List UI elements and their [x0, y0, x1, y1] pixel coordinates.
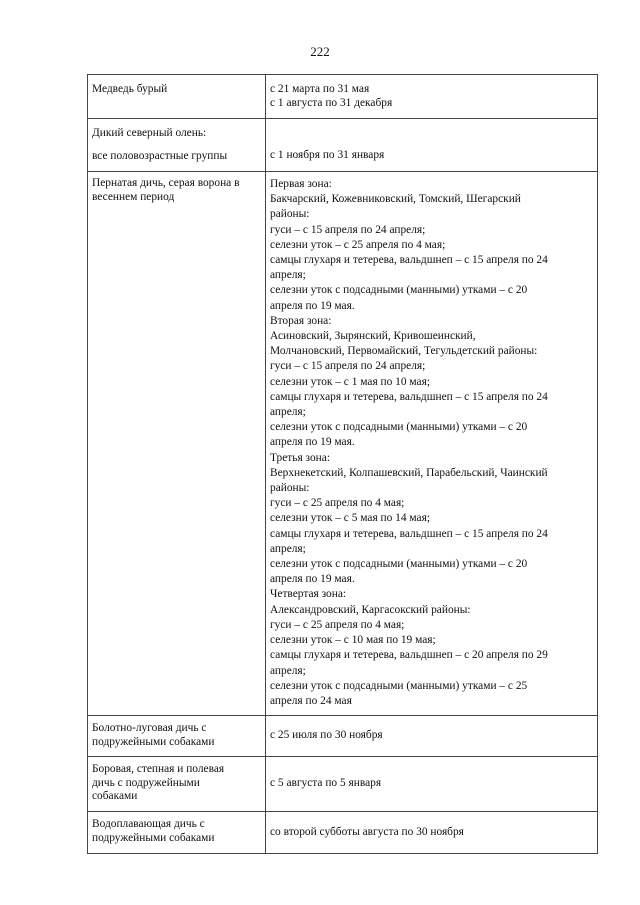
- period-line: районы:: [270, 482, 310, 495]
- period-line: Вторая зона:: [270, 314, 332, 327]
- table-row-feathered-game-spring: [88, 172, 598, 716]
- species-cell: [88, 757, 266, 812]
- period-line: Асиновский, Зырянский, Кривошеинский,: [270, 330, 476, 343]
- period-line: Четвертая зона:: [270, 588, 347, 601]
- species-line: Болотно-луговая дичь с: [92, 722, 207, 735]
- period-line: Александровский, Каргасокский районы:: [270, 603, 471, 616]
- period-line: гуси – с 15 апреля по 24 апреля;: [270, 360, 426, 373]
- period-line: селезни уток с подсадными (манными) утками – с 25: [270, 679, 528, 692]
- species-line: собаками: [92, 790, 138, 803]
- species-line: Водоплавающая дичь с: [92, 818, 205, 831]
- table-row-upland-game: [88, 757, 598, 812]
- period-line: гуси – с 15 апреля по 24 апреля;: [270, 223, 426, 236]
- period-line: Бакчарский, Кожевниковский, Томский, Шегарский: [270, 193, 521, 206]
- species-cell: [88, 172, 266, 716]
- species-line: все половозрастные группы: [92, 149, 228, 162]
- period-line: с 5 августа по 5 января: [270, 777, 382, 790]
- period-line: селезни уток с подсадными (манными) утками – с 20: [270, 421, 528, 434]
- period-line: апреля по 19 мая.: [270, 573, 355, 586]
- period-cell: [266, 716, 598, 757]
- species-line: Дикий северный олень:: [92, 127, 207, 139]
- table-row-brown-bear: [88, 75, 598, 119]
- period-cell: [266, 172, 598, 716]
- species-cell: [88, 716, 266, 757]
- species-line: Пернатая дичь, серая ворона в: [92, 177, 240, 189]
- page-number: 222: [310, 44, 330, 59]
- period-line: самцы глухаря и тетерева, вальдшнеп – с 20 апреля по 29: [270, 649, 548, 662]
- period-line: апреля по 19 мая.: [270, 436, 355, 449]
- table-row-marsh-meadow-game: [88, 716, 598, 757]
- species-line: подружейными собаками: [92, 831, 215, 844]
- period-line: апреля;: [270, 664, 306, 677]
- species-line: дичь с подружейными: [92, 776, 200, 789]
- table-row-waterfowl: [88, 812, 598, 854]
- period-line: с 1 ноября по 31 января: [270, 149, 385, 161]
- period-line: гуси – с 25 апреля по 4 мая;: [270, 618, 405, 631]
- period-line: с 1 августа по 31 декабря: [270, 96, 393, 109]
- period-cell: [266, 812, 598, 854]
- period-line: апреля по 24 мая: [270, 694, 352, 707]
- period-cell: [266, 119, 598, 172]
- period-line: самцы глухаря и тетерева, вальдшнеп – с 15 апреля по 24: [270, 390, 548, 403]
- period-cell: [266, 757, 598, 812]
- period-line: селезни уток – с 10 мая по 19 мая;: [270, 634, 436, 647]
- period-cell: [266, 75, 598, 119]
- period-line: гуси – с 25 апреля по 4 мая;: [270, 497, 405, 510]
- species-cell: [88, 75, 266, 119]
- period-line: с 21 марта по 31 мая: [270, 83, 370, 95]
- period-line: апреля;: [270, 269, 306, 282]
- period-line: селезни уток – с 1 мая по 10 мая;: [270, 375, 430, 388]
- period-line: Верхнекетский, Колпашевский, Парабельский, Чаинский: [270, 466, 548, 479]
- period-line: Первая зона:: [270, 178, 332, 190]
- period-line: Третья зона:: [270, 451, 330, 464]
- table-row-reindeer: [88, 119, 598, 172]
- period-line: апреля;: [270, 542, 306, 555]
- species-line: Боровая, степная и полевая: [92, 763, 225, 776]
- period-line: районы:: [270, 208, 310, 221]
- species-line: подружейными собаками: [92, 735, 215, 748]
- period-line: Молчановский, Первомайский, Тегульдетский районы:: [270, 345, 538, 358]
- species-line: Медведь бурый: [92, 83, 168, 95]
- species-line: весеннем период: [92, 190, 175, 203]
- species-cell: [88, 812, 266, 854]
- period-line: апреля по 19 мая.: [270, 299, 355, 312]
- period-line: самцы глухаря и тетерева, вальдшнеп – с 15 апреля по 24: [270, 254, 548, 267]
- hunting-periods-table: [87, 74, 598, 854]
- period-line: апреля;: [270, 406, 306, 419]
- period-line: селезни уток – с 5 мая по 14 мая;: [270, 512, 430, 525]
- period-line: селезни уток с подсадными (манными) утками – с 20: [270, 284, 528, 297]
- period-line: селезни уток – с 25 апреля по 4 мая;: [270, 238, 446, 251]
- period-line: селезни уток с подсадными (манными) утками – с 20: [270, 558, 528, 571]
- period-line: со второй субботы августа по 30 ноября: [270, 825, 464, 838]
- period-line: самцы глухаря и тетерева, вальдшнеп – с 15 апреля по 24: [270, 527, 548, 540]
- period-line: с 25 июля по 30 ноября: [270, 729, 383, 742]
- species-cell: [88, 119, 266, 172]
